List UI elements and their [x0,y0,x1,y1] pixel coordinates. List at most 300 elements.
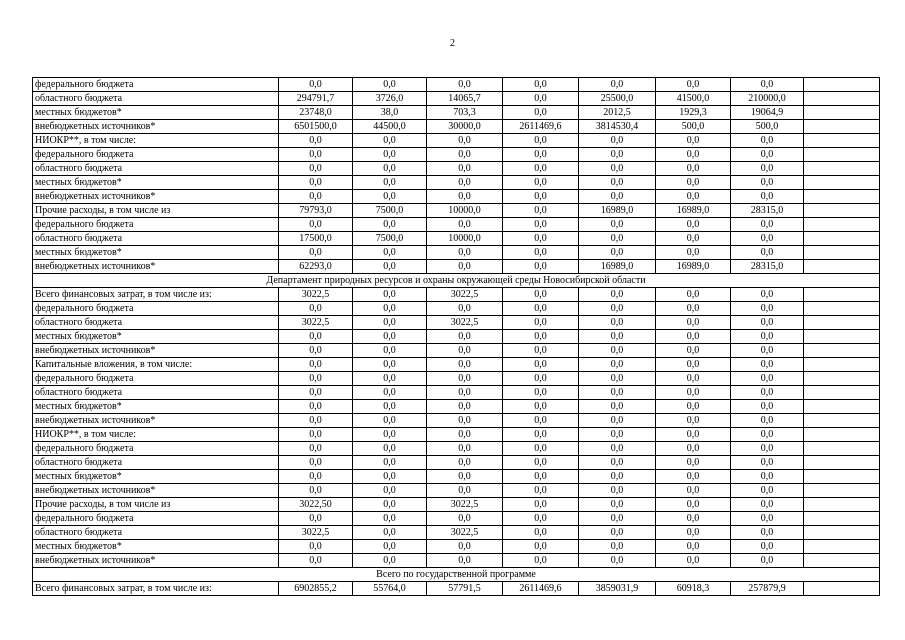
value-cell: 0,0 [427,400,503,414]
value-cell: 41500,0 [656,92,731,106]
table-row [33,344,880,358]
value-cell: 0,0 [279,190,353,204]
row-label: местных бюджетов* [33,540,279,554]
value-cell: 0,0 [427,148,503,162]
table-row [33,372,880,386]
value-cell: 0,0 [279,78,353,92]
value-cell: 0,0 [656,498,731,512]
value-cell: 0,0 [427,330,503,344]
table-row [33,456,880,470]
value-cell: 0,0 [353,442,427,456]
value-cell: 0,0 [579,512,656,526]
table-body [33,78,880,596]
value-cell: 0,0 [656,232,731,246]
value-cell: 0,0 [503,134,579,148]
value-cell: 500,0 [731,120,804,134]
table-row [33,526,880,540]
value-cell: 0,0 [279,246,353,260]
value-cell [804,498,880,512]
value-cell: 0,0 [656,540,731,554]
value-cell: 0,0 [731,232,804,246]
value-cell: 0,0 [656,400,731,414]
value-cell: 44500,0 [353,120,427,134]
section-header-row [33,274,880,288]
value-cell: 0,0 [731,400,804,414]
value-cell: 703,3 [427,106,503,120]
value-cell: 0,0 [503,498,579,512]
value-cell: 0,0 [579,134,656,148]
value-cell: 0,0 [353,554,427,568]
value-cell: 3814530,4 [579,120,656,134]
value-cell: 0,0 [279,218,353,232]
table-row [33,232,880,246]
value-cell [804,512,880,526]
value-cell: 0,0 [656,428,731,442]
value-cell: 0,0 [731,330,804,344]
value-cell [804,470,880,484]
value-cell: 0,0 [731,218,804,232]
value-cell: 0,0 [427,260,503,274]
table-row [33,442,880,456]
row-label: федерального бюджета [33,218,279,232]
value-cell: 0,0 [656,456,731,470]
value-cell [804,92,880,106]
table-row [33,400,880,414]
value-cell: 0,0 [427,176,503,190]
value-cell: 3022,5 [427,498,503,512]
value-cell: 0,0 [503,456,579,470]
value-cell: 0,0 [579,330,656,344]
value-cell: 0,0 [503,554,579,568]
value-cell: 16989,0 [656,260,731,274]
row-label: Капитальные вложения, в том числе: [33,358,279,372]
value-cell: 0,0 [353,456,427,470]
value-cell: 0,0 [656,176,731,190]
value-cell: 0,0 [579,358,656,372]
row-label: областного бюджета [33,232,279,246]
value-cell [804,302,880,316]
table-row [33,540,880,554]
value-cell: 0,0 [731,246,804,260]
value-cell: 0,0 [503,232,579,246]
value-cell: 0,0 [279,456,353,470]
value-cell: 0,0 [503,400,579,414]
value-cell: 0,0 [503,260,579,274]
value-cell: 0,0 [731,358,804,372]
value-cell: 0,0 [731,554,804,568]
value-cell: 0,0 [656,246,731,260]
row-label: местных бюджетов* [33,400,279,414]
value-cell: 0,0 [353,162,427,176]
value-cell: 0,0 [503,148,579,162]
value-cell: 0,0 [656,344,731,358]
value-cell: 0,0 [503,78,579,92]
value-cell: 0,0 [731,288,804,302]
value-cell: 0,0 [279,470,353,484]
value-cell: 0,0 [731,134,804,148]
value-cell: 0,0 [427,554,503,568]
section-title: Департамент природных ресурсов и охраны окружающей среды Новосибирской области [33,274,880,288]
value-cell: 28315,0 [731,260,804,274]
value-cell: 0,0 [579,498,656,512]
value-cell: 0,0 [731,302,804,316]
value-cell: 3022,5 [279,316,353,330]
row-label: Всего финансовых затрат, в том числе из: [33,582,279,596]
value-cell [804,540,880,554]
value-cell: 3022,5 [427,288,503,302]
value-cell: 17500,0 [279,232,353,246]
value-cell: 0,0 [503,470,579,484]
value-cell: 0,0 [353,288,427,302]
table-row [33,288,880,302]
value-cell: 0,0 [731,484,804,498]
value-cell: 0,0 [279,344,353,358]
value-cell [804,204,880,218]
value-cell: 0,0 [279,330,353,344]
value-cell: 28315,0 [731,204,804,218]
value-cell: 30000,0 [427,120,503,134]
value-cell: 0,0 [731,428,804,442]
value-cell: 0,0 [656,190,731,204]
value-cell [804,218,880,232]
value-cell: 3022,50 [279,498,353,512]
row-label: областного бюджета [33,92,279,106]
value-cell: 0,0 [731,540,804,554]
value-cell: 0,0 [503,204,579,218]
row-label: местных бюджетов* [33,470,279,484]
value-cell: 0,0 [656,442,731,456]
value-cell: 7500,0 [353,204,427,218]
row-label: федерального бюджета [33,372,279,386]
value-cell: 0,0 [656,288,731,302]
row-label: внебюджетных источников* [33,414,279,428]
table-row [33,302,880,316]
value-cell [804,526,880,540]
value-cell: 294791,7 [279,92,353,106]
value-cell: 0,0 [579,246,656,260]
value-cell: 0,0 [353,372,427,386]
value-cell: 0,0 [279,134,353,148]
value-cell: 0,0 [656,330,731,344]
value-cell: 3859031,9 [579,582,656,596]
value-cell: 0,0 [579,484,656,498]
table-row [33,512,880,526]
value-cell: 0,0 [503,414,579,428]
value-cell: 0,0 [731,344,804,358]
row-label: областного бюджета [33,526,279,540]
value-cell: 0,0 [579,190,656,204]
value-cell: 3726,0 [353,92,427,106]
value-cell: 0,0 [353,316,427,330]
value-cell: 0,0 [353,386,427,400]
value-cell [804,134,880,148]
value-cell: 0,0 [731,456,804,470]
value-cell: 10000,0 [427,204,503,218]
value-cell [804,288,880,302]
table-row [33,78,880,92]
value-cell: 0,0 [656,218,731,232]
row-label: внебюджетных источников* [33,554,279,568]
value-cell: 0,0 [427,414,503,428]
row-label: федерального бюджета [33,512,279,526]
value-cell: 0,0 [427,484,503,498]
section-header-row [33,568,880,582]
table-row [33,162,880,176]
value-cell: 0,0 [579,316,656,330]
row-label: внебюджетных источников* [33,120,279,134]
value-cell: 0,0 [579,78,656,92]
value-cell: 0,0 [353,540,427,554]
value-cell: 0,0 [579,176,656,190]
value-cell: 3022,5 [427,316,503,330]
value-cell: 0,0 [353,470,427,484]
row-label: федерального бюджета [33,78,279,92]
value-cell [804,428,880,442]
value-cell: 23748,0 [279,106,353,120]
value-cell [804,78,880,92]
value-cell: 0,0 [353,344,427,358]
value-cell: 0,0 [427,134,503,148]
value-cell [804,582,880,596]
value-cell: 0,0 [656,484,731,498]
value-cell: 0,0 [656,358,731,372]
value-cell: 0,0 [579,526,656,540]
row-label: Прочие расходы, в том числе из [33,204,279,218]
value-cell [804,330,880,344]
value-cell: 0,0 [427,470,503,484]
value-cell: 0,0 [579,344,656,358]
value-cell: 0,0 [656,302,731,316]
value-cell: 0,0 [503,288,579,302]
value-cell: 0,0 [353,134,427,148]
value-cell: 0,0 [427,358,503,372]
row-label: Всего финансовых затрат, в том числе из: [33,288,279,302]
value-cell [804,344,880,358]
value-cell: 55764,0 [353,582,427,596]
value-cell: 6902855,2 [279,582,353,596]
value-cell: 0,0 [731,148,804,162]
row-label: местных бюджетов* [33,246,279,260]
value-cell: 57791,5 [427,582,503,596]
value-cell: 2611469,6 [503,582,579,596]
value-cell: 0,0 [279,386,353,400]
value-cell: 0,0 [503,386,579,400]
section-title: Всего по государственной программе [33,568,880,582]
value-cell: 62293,0 [279,260,353,274]
value-cell: 0,0 [279,414,353,428]
table-row [33,554,880,568]
table-row [33,386,880,400]
value-cell: 0,0 [503,344,579,358]
row-label: внебюджетных источников* [33,190,279,204]
value-cell: 0,0 [503,162,579,176]
value-cell: 0,0 [503,428,579,442]
value-cell: 0,0 [579,554,656,568]
row-label: внебюджетных источников* [33,484,279,498]
value-cell: 0,0 [353,148,427,162]
value-cell: 0,0 [731,316,804,330]
value-cell: 0,0 [503,302,579,316]
value-cell: 0,0 [579,232,656,246]
value-cell: 0,0 [279,162,353,176]
value-cell: 0,0 [656,78,731,92]
value-cell: 0,0 [503,540,579,554]
row-label: внебюджетных источников* [33,344,279,358]
value-cell: 7500,0 [353,232,427,246]
row-label: областного бюджета [33,456,279,470]
value-cell: 0,0 [353,414,427,428]
value-cell: 0,0 [656,386,731,400]
table-row [33,316,880,330]
table-row [33,204,880,218]
value-cell: 0,0 [279,484,353,498]
value-cell: 0,0 [579,218,656,232]
value-cell: 0,0 [579,302,656,316]
value-cell: 0,0 [656,512,731,526]
value-cell: 6501500,0 [279,120,353,134]
value-cell: 0,0 [503,512,579,526]
value-cell: 0,0 [731,372,804,386]
page-number: 2 [450,38,455,49]
value-cell: 0,0 [503,246,579,260]
value-cell [804,232,880,246]
value-cell: 10000,0 [427,232,503,246]
value-cell: 0,0 [579,456,656,470]
value-cell: 0,0 [503,330,579,344]
value-cell: 0,0 [579,414,656,428]
value-cell: 0,0 [353,78,427,92]
value-cell [804,554,880,568]
value-cell: 0,0 [427,428,503,442]
value-cell: 0,0 [503,372,579,386]
table-row [33,190,880,204]
value-cell: 0,0 [503,526,579,540]
value-cell [804,372,880,386]
value-cell: 0,0 [731,442,804,456]
value-cell [804,120,880,134]
value-cell: 0,0 [279,400,353,414]
value-cell: 0,0 [353,526,427,540]
value-cell: 0,0 [579,372,656,386]
value-cell: 0,0 [353,498,427,512]
table-row [33,176,880,190]
value-cell: 0,0 [427,246,503,260]
value-cell: 0,0 [503,190,579,204]
value-cell: 0,0 [353,358,427,372]
value-cell: 0,0 [656,148,731,162]
value-cell [804,442,880,456]
value-cell: 0,0 [731,190,804,204]
value-cell: 0,0 [731,414,804,428]
value-cell [804,484,880,498]
row-label: местных бюджетов* [33,176,279,190]
table-row [33,582,880,596]
value-cell: 19064,9 [731,106,804,120]
value-cell [804,246,880,260]
value-cell: 0,0 [579,442,656,456]
value-cell: 0,0 [579,540,656,554]
value-cell [804,162,880,176]
value-cell: 0,0 [579,162,656,176]
value-cell: 0,0 [353,176,427,190]
table-row [33,134,880,148]
value-cell: 0,0 [731,498,804,512]
value-cell [804,386,880,400]
value-cell: 0,0 [353,428,427,442]
value-cell: 0,0 [279,554,353,568]
value-cell: 0,0 [656,554,731,568]
value-cell: 0,0 [279,428,353,442]
value-cell: 0,0 [353,302,427,316]
value-cell [804,414,880,428]
value-cell: 500,0 [656,120,731,134]
table-row [33,358,880,372]
value-cell: 0,0 [503,106,579,120]
row-label: НИОКР**, в том числе: [33,134,279,148]
row-label: НИОКР**, в том числе: [33,428,279,442]
value-cell: 0,0 [579,288,656,302]
value-cell: 1929,3 [656,106,731,120]
value-cell [804,400,880,414]
value-cell: 0,0 [731,526,804,540]
value-cell: 0,0 [353,246,427,260]
value-cell: 0,0 [503,218,579,232]
row-label: Прочие расходы, в том числе из [33,498,279,512]
table-row [33,414,880,428]
value-cell: 25500,0 [579,92,656,106]
value-cell: 210000,0 [731,92,804,106]
value-cell: 0,0 [279,540,353,554]
value-cell: 0,0 [656,470,731,484]
value-cell [804,316,880,330]
row-label: областного бюджета [33,316,279,330]
value-cell: 14065,7 [427,92,503,106]
value-cell: 0,0 [427,344,503,358]
value-cell: 0,0 [279,512,353,526]
value-cell: 0,0 [656,372,731,386]
value-cell: 0,0 [656,414,731,428]
row-label: местных бюджетов* [33,330,279,344]
value-cell [804,358,880,372]
value-cell: 0,0 [656,526,731,540]
value-cell: 0,0 [279,442,353,456]
row-label: областного бюджета [33,162,279,176]
value-cell: 16989,0 [579,260,656,274]
table-row [33,428,880,442]
value-cell: 0,0 [579,470,656,484]
value-cell: 0,0 [731,470,804,484]
value-cell: 0,0 [353,330,427,344]
row-label: федерального бюджета [33,442,279,456]
value-cell: 0,0 [503,484,579,498]
value-cell: 38,0 [353,106,427,120]
value-cell: 0,0 [427,162,503,176]
value-cell: 0,0 [279,302,353,316]
value-cell: 0,0 [579,428,656,442]
value-cell: 0,0 [427,372,503,386]
value-cell: 0,0 [503,316,579,330]
value-cell: 0,0 [427,78,503,92]
value-cell: 0,0 [731,176,804,190]
value-cell: 3022,5 [427,526,503,540]
value-cell: 0,0 [731,162,804,176]
value-cell: 0,0 [353,512,427,526]
value-cell: 16989,0 [656,204,731,218]
value-cell: 3022,5 [279,288,353,302]
value-cell [804,260,880,274]
value-cell: 0,0 [427,218,503,232]
value-cell: 0,0 [427,442,503,456]
